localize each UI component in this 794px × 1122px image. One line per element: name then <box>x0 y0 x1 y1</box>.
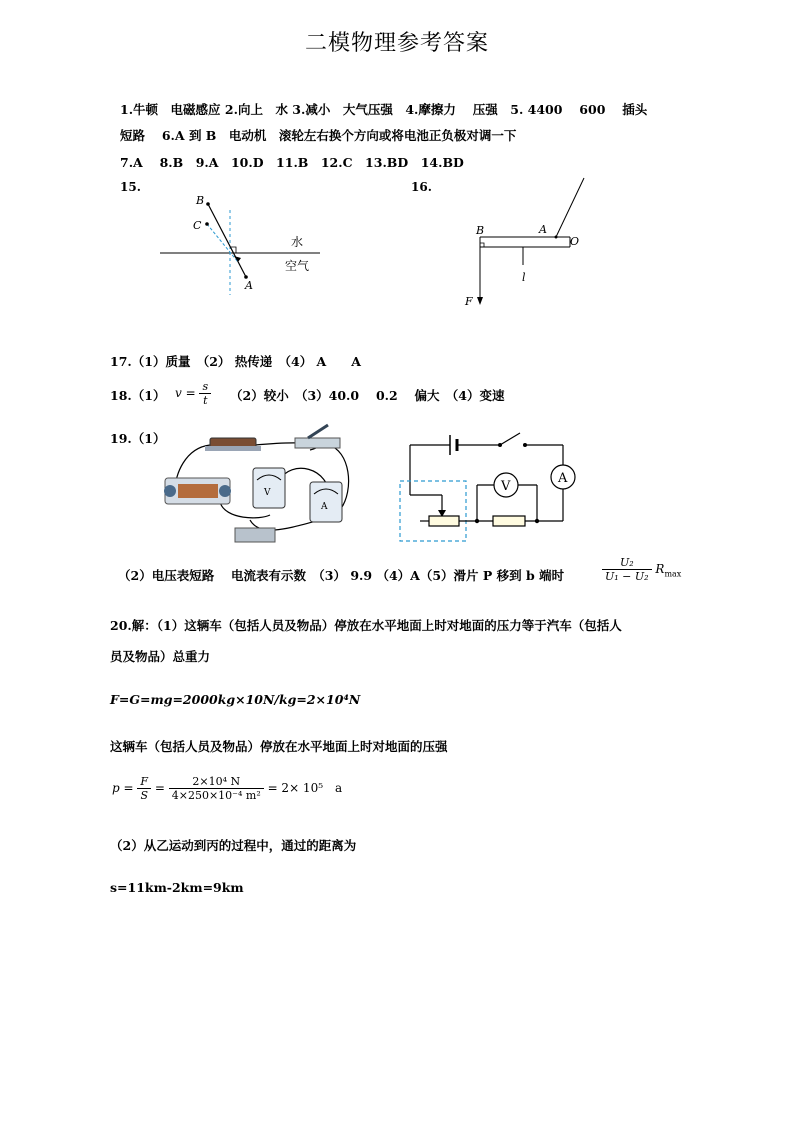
q20-intro-2: 员及物品）总重力 <box>110 649 211 664</box>
q20-distance-equation: s=11km-2km=9km <box>110 880 244 895</box>
lever-diagram <box>460 175 600 310</box>
svg-text:V: V <box>264 488 271 498</box>
q20-force-equation: F=G=mg=2000kg×10N/kg=2×10⁴N <box>110 692 361 707</box>
svg-text:A: A <box>321 502 328 512</box>
label-air: 空气 <box>285 259 310 273</box>
q20-part2: （2）从乙运动到丙的过程中，通过的距离为 <box>110 838 357 853</box>
q19-answer-2: （2）电压表短路 电流表有示数 （3） 9.9 （4）A（5）滑片 P 移到 b 端时 <box>118 568 565 583</box>
label-A: A <box>245 279 253 292</box>
page-title: 二模物理参考答案 <box>304 31 489 56</box>
q17-answer: 17.（1）质量 （2） 热传递 （4） A A <box>110 354 361 369</box>
pressure-formula: p = $\frac{F}{S}$ = $\frac{\text{2×10⁴ N}}{\text{4×250×10⁻⁴ m²}}$ = 2× 10⁵ a <box>112 775 343 802</box>
label-F: F <box>465 295 473 308</box>
answers-line-2: 短路 6.A 到 B 电动机 滚轮左右换个方向或将电池正负极对调一下 <box>120 128 517 143</box>
resistance-formula: $\frac{\text{U₂}}{\text{U₁ − U₂}}$ $R_{max}$ <box>602 556 681 583</box>
q15-label: 15. <box>120 180 141 194</box>
answers-line-3: 7.A 8.B 9.A 10.D 11.B 12.C 13.BD 14.BD <box>120 155 464 170</box>
q16-label: 16. <box>411 180 432 194</box>
q19-label: 19.（1） <box>110 431 166 446</box>
q18-label: 18.（1） <box>110 388 166 403</box>
speed-formula: v = $\frac{s}{t}$ <box>175 380 211 407</box>
physical-circuit-image <box>160 420 360 550</box>
refraction-diagram <box>150 190 330 300</box>
label-A: A <box>539 223 547 236</box>
circuit-schematic <box>395 425 585 555</box>
label-l: l <box>522 271 526 284</box>
answers-line-1: 1.牛顿 电磁感应 2.向上 水 3.减小 大气压强 4.摩擦力 压强 5. 4400 600 插头 <box>120 102 648 117</box>
voltmeter-label: V <box>501 479 511 494</box>
label-water: 水 <box>291 235 304 249</box>
label-B: B <box>476 224 485 237</box>
q20-intro: 20.解：（1）这辆车（包括人员及物品）停放在水平地面上时对地面的压力等于汽车（包括人 <box>110 618 622 633</box>
label-B: B <box>196 194 205 207</box>
ammeter-label: A <box>558 471 568 486</box>
label-C: C <box>193 219 202 232</box>
q18-answer: （2）较小 （3）40.0 0.2 偏大 （4）变速 <box>230 388 505 403</box>
q20-pressure-intro: 这辆车（包括人员及物品）停放在水平地面上时对地面的压强 <box>110 739 448 754</box>
label-O: O <box>570 235 580 248</box>
